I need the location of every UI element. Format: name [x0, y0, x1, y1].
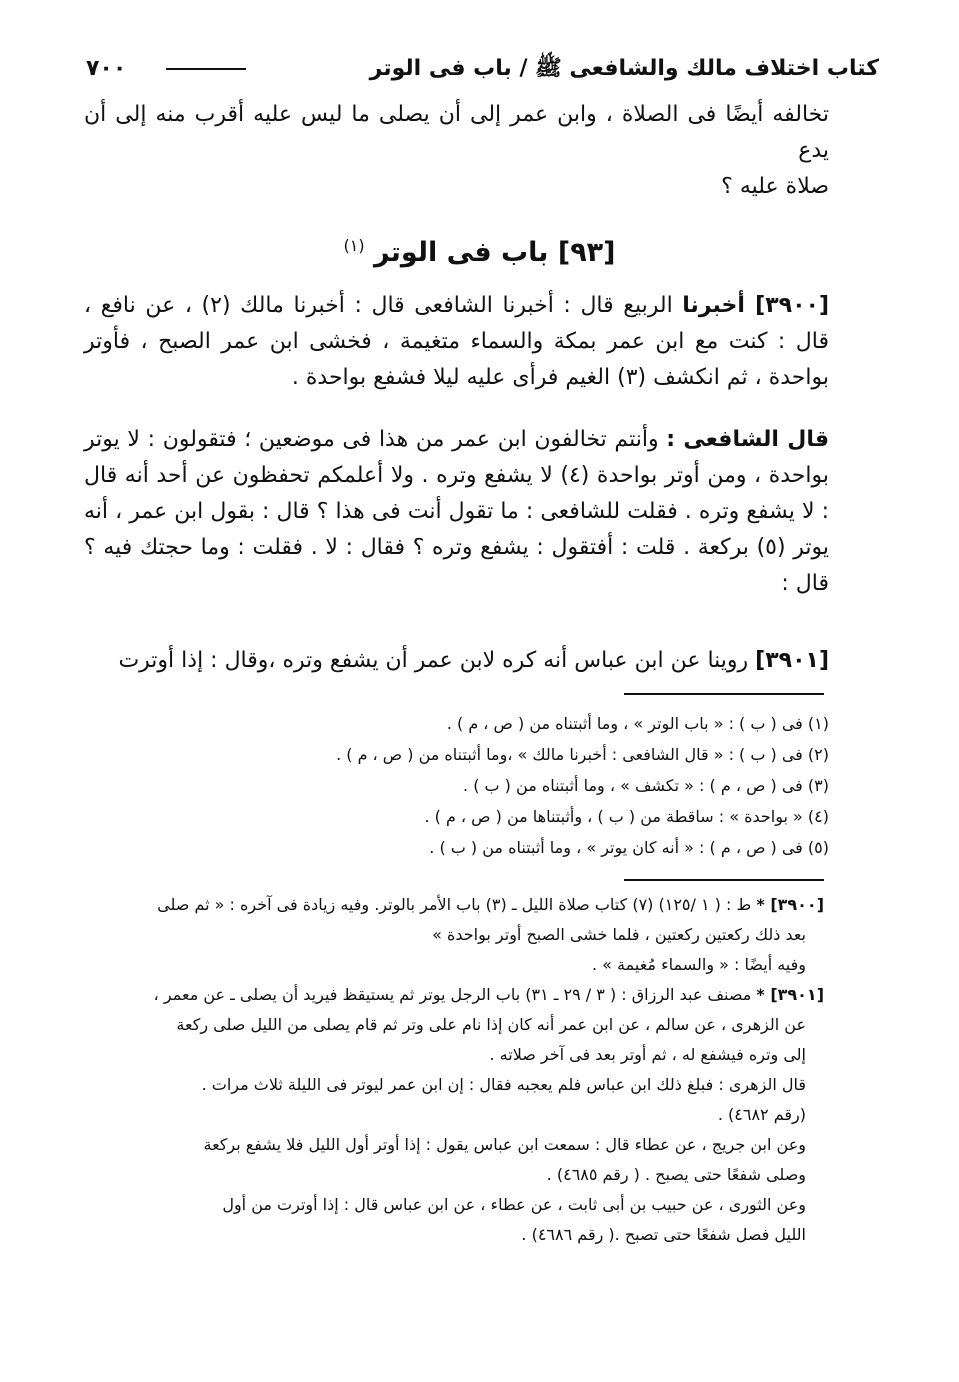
- page-number: ٧٠٠: [86, 56, 127, 81]
- footnote: (٣) فى ( ص ، م ) : « تكشف » ، وما أثبتناه من ( ب ) .: [463, 776, 829, 795]
- reference-id: [٣٩٠١] *: [756, 985, 824, 1004]
- footnote: (٥) فى ( ص ، م ) : « أنه كان يوتر » ، وما أثبتناه من ( ب ) .: [429, 838, 829, 857]
- reference-line: [٣٩٠٠] * ط : ( ١ /١٢٥) (٧) كتاب صلاة الليل ـ (٣) باب الأمر بالوتر. وفيه زيادة فى آخره : « ثم صلى: [157, 895, 824, 914]
- paragraph-text: روينا عن ابن عباس أنه كره لابن عمر أن يشفع وتره ،وقال : إذا أوترت: [118, 648, 756, 673]
- lead-line: تخالفه أيضًا فى الصلاة ، وابن عمر إلى أن يصلى ما ليس عليه أقرب منه إلى أن يدع: [84, 102, 829, 163]
- paragraph-text: الربيع قال : أخبرنا الشافعى قال : أخبرنا مالك (٢) ، عن نافع ، قال : كنت مع ابن عمر بمكة والسماء متغيمة ، فخشى ابن عمر الصبح ، فأوتر بواحدة ، ثم انكشف (٣) الغيم فرأى عليه ليلا فشفع بواحدة .: [84, 293, 829, 390]
- reference-line: وصلى شفعًا حتى يصبح . ( رقم ٤٦٨٥) .: [546, 1165, 806, 1184]
- lead-line: صلاة عليه ؟: [721, 174, 829, 199]
- reference-line: عن الزهرى ، عن سالم ، عن ابن عمر أنه كان إذا نام على وتر ثم قام يصلى من الليل صلى ركعة: [176, 1015, 806, 1034]
- header-title: كتاب اختلاف مالك والشافعى ﷺ / باب فى الوتر: [369, 56, 879, 81]
- references-divider: [624, 879, 824, 881]
- reference-line: الليل فصل شفعًا حتى تصبح .( رقم ٤٦٨٦) .: [521, 1225, 806, 1244]
- references: [84, 890, 824, 1250]
- paragraph-text: وأنتم تخالفون ابن عمر من هذا فى موضعين ؛ فتقولون : لا يوتر بواحدة ، ومن أوتر بواحدة (٤) لا يشفع وتره . ولا أعلمكم تحفظون عن أحد أنه قال : لا يشفع وتره . فقلت للشافعى : ما تقول أنت فى هذا ؟ قال : بقول ابن عمر ، أنه يوتر (٥) بركعة . قلت : أفتقول : يشفع وتره ؟ فقال : لا . فقلت : وما حجتك فيه ؟ قال :: [84, 427, 830, 596]
- footnote: (٢) فى ( ب ) : « قال الشافعى : أخبرنا مالك » ،وما أثبتناه من ( ص ، م ) .: [336, 745, 829, 764]
- reference-line: قال الزهرى : فبلغ ذلك ابن عباس فلم يعجبه فقال : إن ابن عمر ليوتر فى الليلة ثلاث مرات .: [201, 1075, 806, 1094]
- footnote-divider: [624, 693, 824, 695]
- reference-line: وعن الثورى ، عن حبيب بن أبى ثابت ، عن عطاء ، عن ابن عباس قال : إذا أوترت من أول: [222, 1195, 806, 1214]
- paragraph-lead: [٣٩٠٠] أخبرنا: [682, 293, 829, 318]
- reference-line: وفيه أيضًا : « والسماء مُغيمة » .: [592, 955, 806, 974]
- paragraph-lead: [٣٩٠١]: [755, 648, 829, 673]
- section-note-marker: (١): [343, 236, 365, 255]
- footnote: (١) فى ( ب ) : « باب الوتر » ، وما أثبتناه من ( ص ، م ) .: [446, 714, 829, 733]
- hadith-paragraph: [84, 288, 829, 396]
- paragraph-lead: قال الشافعى :: [666, 427, 830, 452]
- reference-line: (رقم ٤٦٨٢) .: [717, 1105, 806, 1124]
- reference-entry: [84, 890, 824, 980]
- reference-entry: [84, 980, 824, 1250]
- section-title: [٩٣] باب فى الوتر: [373, 237, 616, 268]
- running-header: [86, 50, 879, 86]
- reference-line: إلى وتره فيشفع له ، ثم أوتر بعد فى آخر صلاته .: [489, 1045, 806, 1064]
- reference-line: بعد ذلك ركعتين ركعتين ، فلما خشى الصبح أوتر بواحدة »: [432, 925, 806, 944]
- reference-line: وعن ابن جريج ، عن عطاء قال : سمعت ابن عباس يقول : إذا أوتر أول الليل فلا يشفع بركعة: [203, 1135, 806, 1154]
- shafii-paragraph: [84, 422, 829, 602]
- footnote: (٤) « بواحدة » : ساقطة من ( ب ) ، وأثبتناها من ( ص ، م ) .: [424, 807, 829, 826]
- lead-text: [84, 97, 829, 205]
- header-rule: [166, 68, 246, 70]
- section-heading: [0, 236, 959, 268]
- reference-id: [٣٩٠٠] *: [756, 895, 824, 914]
- footnotes-list: [300, 708, 829, 863]
- reference-line: [٣٩٠١] * مصنف عبد الرزاق : ( ٣ / ٢٩ ـ ٣١) باب الرجل يوتر ثم يستيقظ فيريد أن يصلى ـ عن معمر ،: [153, 985, 824, 1004]
- hadith-paragraph: [84, 643, 829, 679]
